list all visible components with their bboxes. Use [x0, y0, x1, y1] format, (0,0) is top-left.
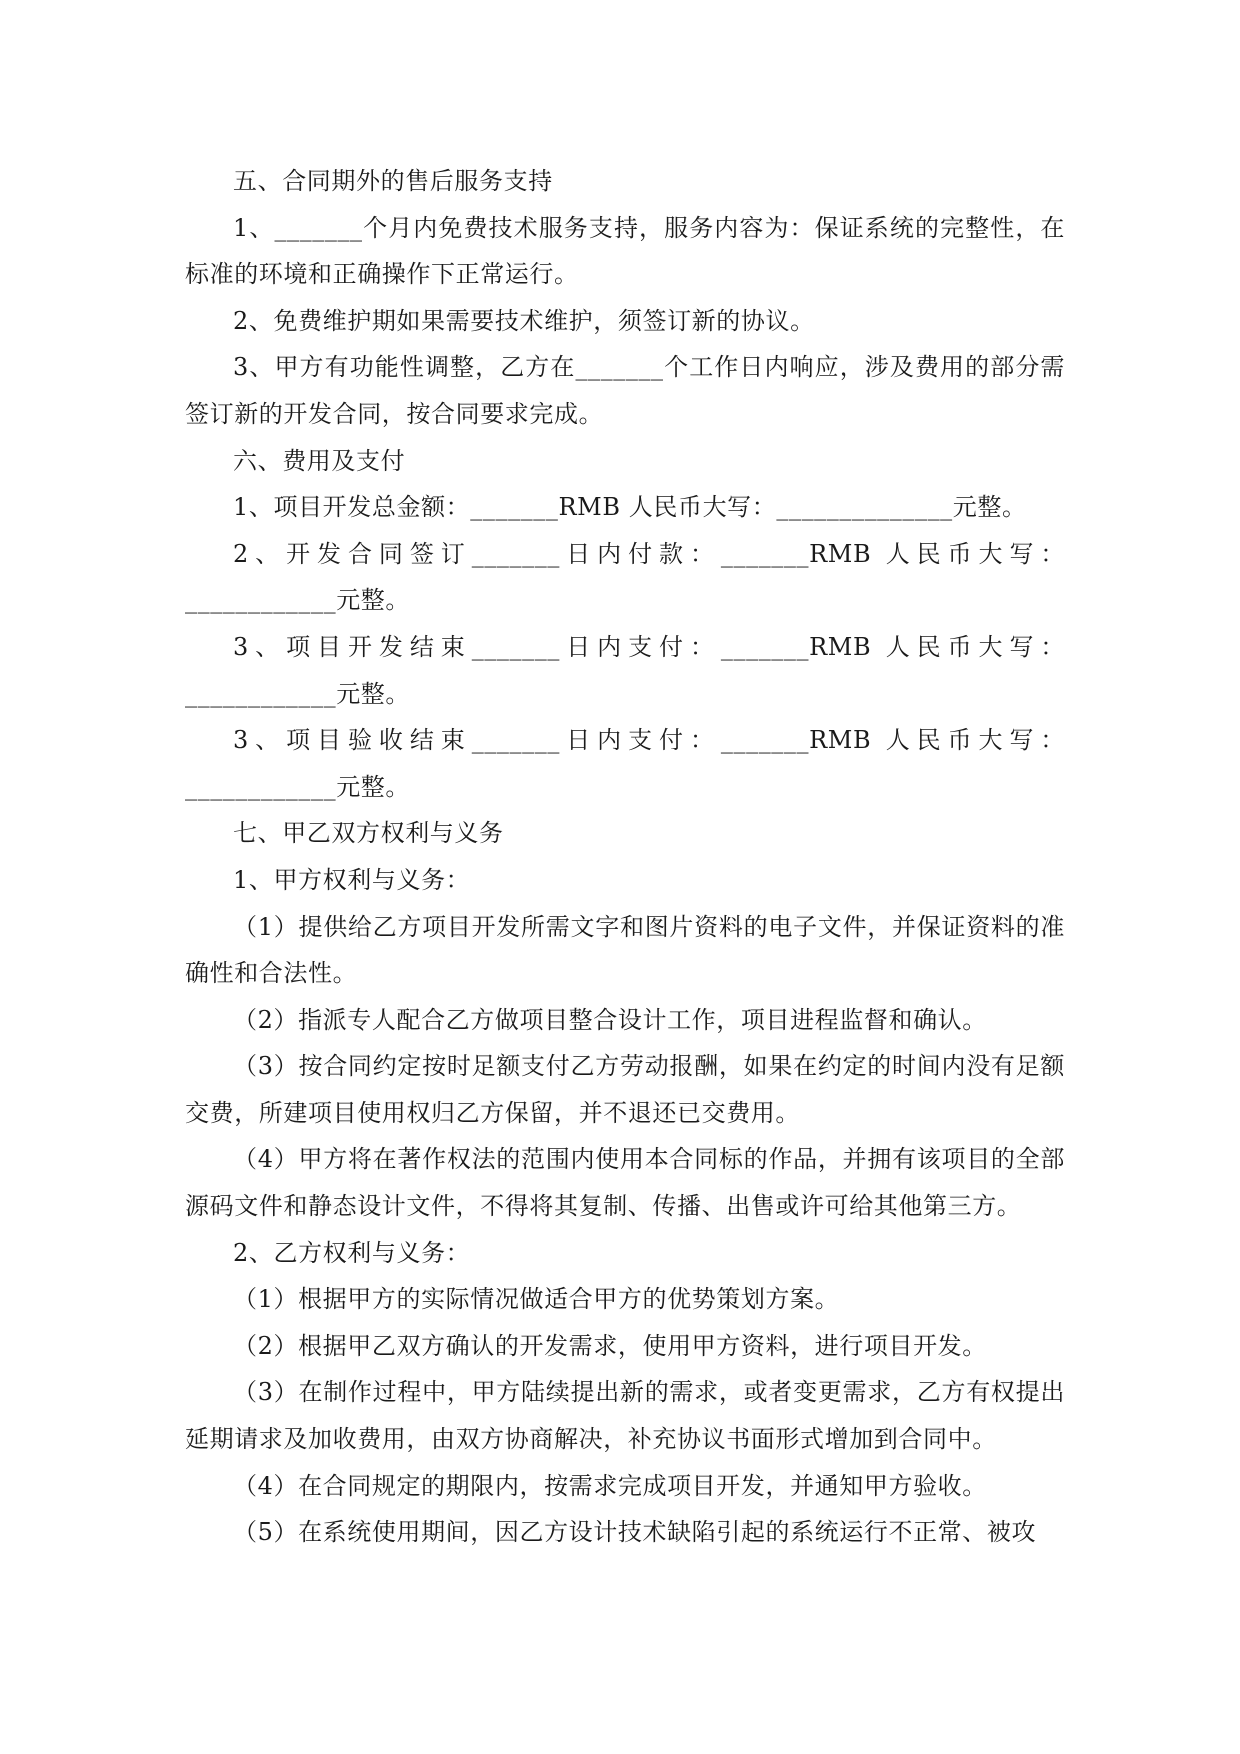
clause-signing-payment: 2、开发合同签订_______日内付款：_______RMB 人民币大写：____________元整。 [185, 539, 1065, 615]
section-heading-after-sales: 五、合同期外的售后服务支持 [233, 167, 553, 195]
subheading-party-a: 1、甲方权利与义务： [233, 865, 471, 894]
clause-development-end-payment: 3、项目开发结束_______日内支付：_______RMB 人民币大写：____________元整。 [185, 632, 1065, 708]
party-a-item-2: （2）指派专人配合乙方做项目整合设计工作，项目进程监督和确认。 [233, 1005, 987, 1034]
party-b-item-3: （3）在制作过程中，甲方陆续提出新的需求，或者变更需求，乙方有权提出延期请求及加收费用，由双方协商解决，补充协议书面形式增加到合同中。 [185, 1378, 1065, 1454]
clause-free-support: 1、_______个月内免费技术服务支持，服务内容为：保证系统的完整性，在标准的环境和正确操作下正常运行。 [185, 213, 1065, 289]
clause-total-amount: 1、项目开发总金额：_______RMB 人民币大写：______________元整。 [233, 493, 1027, 522]
party-b-item-1: （1）根据甲方的实际情况做适合甲方的优势策划方案。 [233, 1285, 840, 1314]
party-a-item-4: （4）甲方将在著作权法的范围内使用本合同标的作品，并拥有该项目的全部源码文件和静态设计文件，不得将其复制、传播、出售或许可给其他第三方。 [185, 1145, 1065, 1221]
party-a-item-1: （1）提供给乙方项目开发所需文字和图片资料的电子文件，并保证资料的准确性和合法性。 [185, 912, 1065, 988]
party-b-item-5: （5）在系统使用期间，因乙方设计技术缺陷引起的系统运行不正常、被攻 [233, 1518, 1037, 1547]
party-b-item-2: （2）根据甲乙双方确认的开发需求，使用甲方资料，进行项目开发。 [233, 1331, 987, 1360]
party-b-item-4: （4）在合同规定的期限内，按需求完成项目开发，并通知甲方验收。 [233, 1471, 987, 1500]
clause-functional-adjustment: 3、甲方有功能性调整，乙方在_______个工作日内响应，涉及费用的部分需签订新的开发合同，按合同要求完成。 [185, 353, 1065, 428]
party-a-item-3: （3）按合同约定按时足额支付乙方劳动报酬，如果在约定的时间内没有足额交费，所建项目使用权归乙方保留，并不退还已交费用。 [185, 1052, 1065, 1127]
document-body [185, 158, 1065, 1556]
section-heading-fees: 六、费用及支付 [233, 446, 406, 475]
clause-maintenance-agreement: 2、免费维护期如果需要技术维护，须签订新的协议。 [233, 306, 815, 335]
subheading-party-b: 2、乙方权利与义务： [233, 1238, 471, 1267]
section-heading-rights-obligations: 七、甲乙双方权利与义务 [233, 819, 504, 848]
clause-acceptance-payment: 3、项目验收结束_______日内支付：_______RMB 人民币大写：____________元整。 [185, 726, 1065, 801]
